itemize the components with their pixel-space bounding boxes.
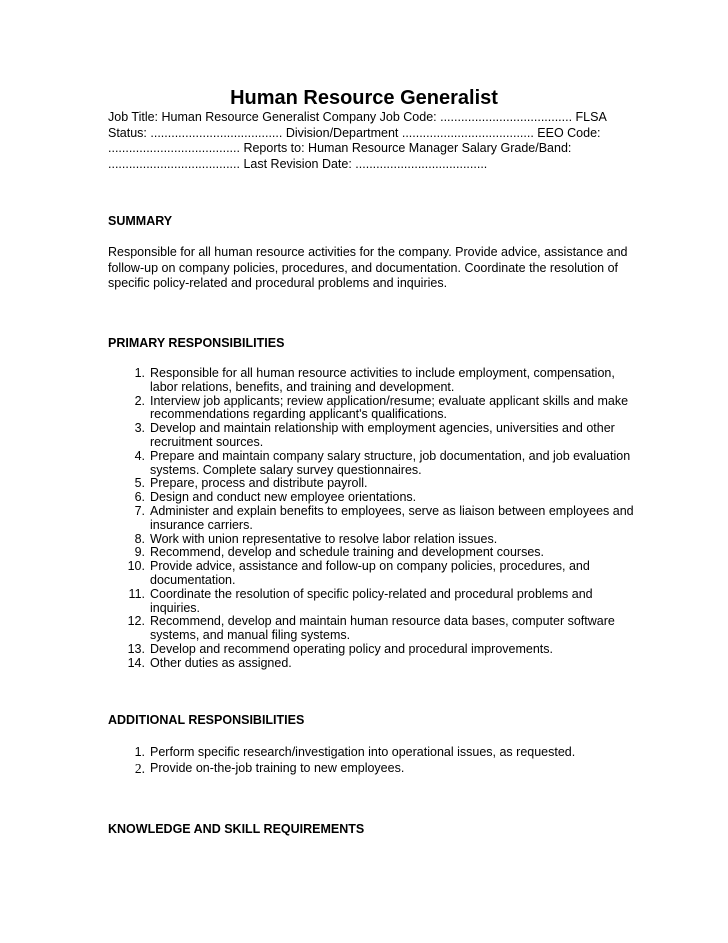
list-item-number: 5. xyxy=(134,476,145,491)
list-item-text: Develop and recommend operating policy and procedural improvements. xyxy=(150,641,553,656)
job-meta xyxy=(108,110,628,172)
list-item-text: recommendations regarding applicant's qualifications. xyxy=(150,407,447,422)
list-item-text: Prepare, process and distribute payroll. xyxy=(150,476,368,491)
list-item-number: 3. xyxy=(134,421,145,436)
list-item-text: Provide advice, assistance and follow-up on company policies, procedures, and xyxy=(150,559,590,574)
list-item-text: Other duties as assigned. xyxy=(150,655,292,670)
list-item-text: recruitment sources. xyxy=(150,434,264,449)
list-item-text: labor relations, benefits, and training and development. xyxy=(150,379,455,394)
list-item-number: 8. xyxy=(134,531,145,546)
list-item xyxy=(108,657,628,671)
list-item-number: 14. xyxy=(127,655,145,670)
list-item xyxy=(108,367,628,395)
list-item-number: 10. xyxy=(127,559,145,574)
list-item xyxy=(108,643,628,657)
list-item-number: 6. xyxy=(134,490,145,505)
list-item xyxy=(108,503,634,533)
list-item-text: inquiries. xyxy=(150,600,201,615)
list-item xyxy=(108,761,628,777)
list-item xyxy=(108,588,628,616)
list-item-text: Work with union representative to resolve labor relation issues. xyxy=(150,531,498,546)
list-item-text: Recommend, develop and maintain human resource data bases, computer software xyxy=(150,614,615,629)
list-item-number: 12. xyxy=(127,614,145,629)
list-item xyxy=(108,395,628,423)
list-item-text: systems, and manual filing systems. xyxy=(150,628,351,643)
list-item-number: 7. xyxy=(134,503,145,518)
list-item-number: 4. xyxy=(134,448,145,463)
list-item-text: Provide on-the-job training to new employees. xyxy=(150,760,405,775)
meta-line: Job Title: Human Resource Generalist Company Job Code: ...................................... FLSA xyxy=(108,110,607,124)
list-item-text: insurance carriers. xyxy=(150,517,253,532)
summary-line: follow-up on company policies, procedures, and documentation. Coordinate the resolution of xyxy=(108,260,619,275)
list-item-text: Responsible for all human resource activities to include employment, compensation, xyxy=(150,366,615,380)
list-item-number: 1. xyxy=(134,745,145,759)
summary-text xyxy=(108,245,628,292)
list-item-number: 2. xyxy=(134,393,145,408)
list-item-number: 13. xyxy=(127,641,145,656)
summary-line: specific policy-related and procedural problems and inquiries. xyxy=(108,276,448,290)
knowledge-heading: KNOWLEDGE AND SKILL REQUIREMENTS xyxy=(108,822,365,836)
summary-line: Responsible for all human resource activities for the company. Provide advice, assistance and xyxy=(108,245,628,259)
additional-responsibilities-list xyxy=(108,745,628,776)
primary-heading: PRIMARY RESPONSIBILITIES xyxy=(108,336,285,350)
list-item xyxy=(108,546,628,560)
additional-heading: ADDITIONAL RESPONSIBILITIES xyxy=(108,713,305,727)
list-item xyxy=(108,422,628,450)
list-item-number: 2. xyxy=(134,760,145,776)
list-item xyxy=(108,533,628,547)
list-item-text: Interview job applicants; review application/resume; evaluate applicant skills and make xyxy=(150,393,629,408)
list-item xyxy=(108,491,628,505)
list-item xyxy=(108,448,631,478)
meta-line: ...................................... Last Revision Date: ...................................... xyxy=(108,156,488,171)
list-item xyxy=(108,560,628,588)
list-item-text: Recommend, develop and schedule training and development courses. xyxy=(150,545,544,560)
list-item xyxy=(108,477,628,491)
list-item-text: systems. Complete salary survey questionnaires. xyxy=(150,462,422,477)
list-item-number: 9. xyxy=(134,545,145,560)
list-item-number: 1. xyxy=(134,366,145,380)
meta-line: ...................................... Reports to: Human Resource Manager Salary Grade/Band: xyxy=(108,141,572,155)
list-item-text: Design and conduct new employee orientations. xyxy=(150,490,417,505)
list-item-text: documentation. xyxy=(150,572,236,587)
list-item-text: Prepare and maintain company salary structure, job documentation, and job evaluation xyxy=(150,448,631,463)
meta-line: Status: ...................................... Division/Department ...................................... EEO Code: xyxy=(108,125,601,140)
list-item-text: Develop and maintain relationship with employment agencies, universities and other xyxy=(150,421,615,436)
document-title: Human Resource Generalist xyxy=(230,87,498,109)
list-item xyxy=(108,745,628,761)
list-item-text: Administer and explain benefits to employees, serve as liaison between employees and xyxy=(150,503,634,518)
list-item-text: Perform specific research/investigation into operational issues, as requested. xyxy=(150,745,576,759)
primary-responsibilities-list xyxy=(108,366,634,671)
list-item-text: Coordinate the resolution of specific policy-related and procedural problems and xyxy=(150,586,593,601)
list-item-number: 11. xyxy=(128,586,145,601)
summary-heading: SUMMARY xyxy=(108,214,173,228)
list-item xyxy=(108,615,628,643)
